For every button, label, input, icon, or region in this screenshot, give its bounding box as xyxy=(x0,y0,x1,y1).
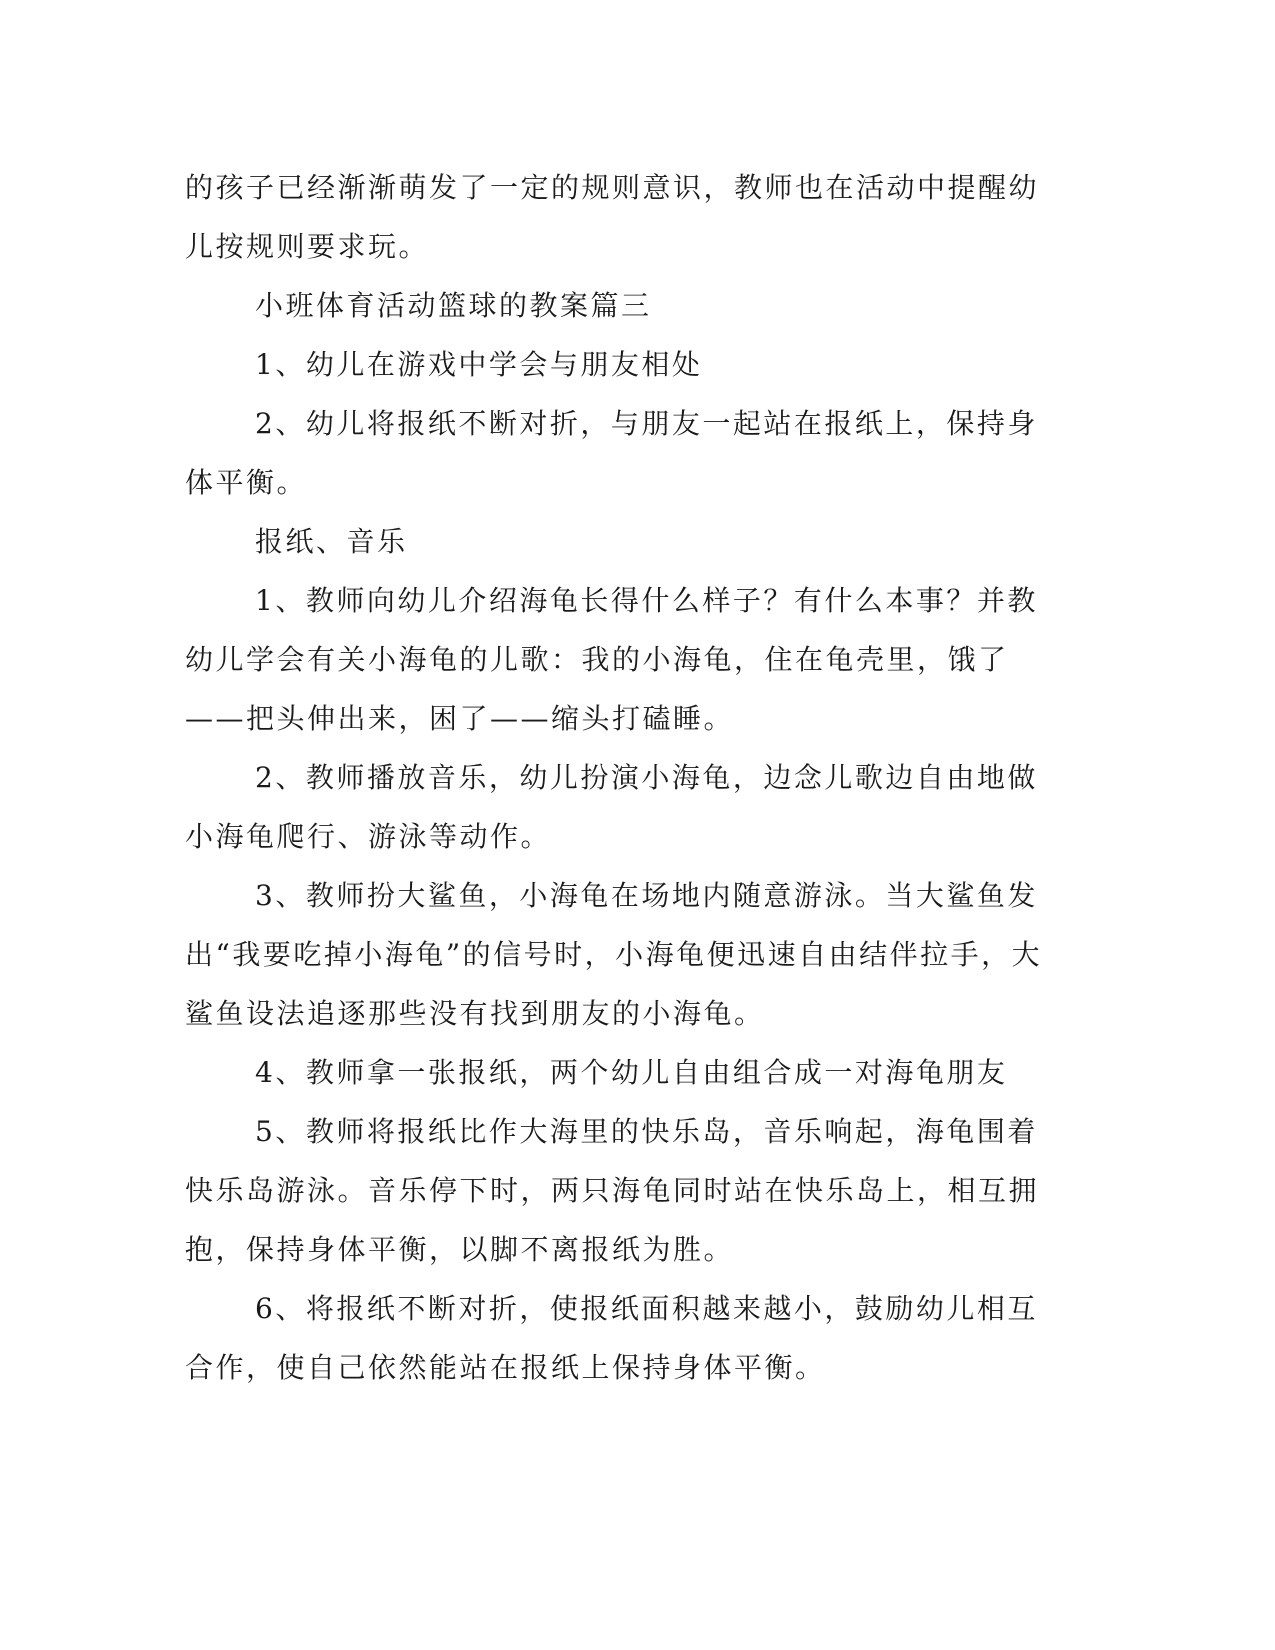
goal-item-2: 2、幼儿将报纸不断对折，与朋友一起站在报纸上，保持身体平衡。 xyxy=(185,407,1038,499)
step-item-5: 5、教师将报纸比作大海里的快乐岛，音乐响起，海龟围着快乐岛游泳。音乐停下时，两只海龟同时站在快乐岛上，相互拥抱，保持身体平衡，以脚不离报纸为胜。 xyxy=(185,1115,1040,1266)
step-item-1: 1、教师向幼儿介绍海龟长得什么样子？有什么本事？并教幼儿学会有关小海龟的儿歌：我的小海龟，住在龟壳里，饿了——把头伸出来，困了——缩头打磕睡。 xyxy=(185,584,1038,735)
step-item-4: 4、教师拿一张报纸，两个幼儿自由组合成一对海龟朋友 xyxy=(255,1056,1008,1089)
step-item-2: 2、教师播放音乐，幼儿扮演小海龟，边念儿歌边自由地做小海龟爬行、游泳等动作。 xyxy=(185,761,1038,853)
paragraph-continuation: 的孩子已经渐渐萌发了一定的规则意识，教师也在活动中提醒幼儿按规则要求玩。 xyxy=(185,171,1040,263)
step-item-3: 3、教师扮大鲨鱼，小海龟在场地内随意游泳。当大鲨鱼发出“我要吃掉小海龟”的信号时，小海龟便迅速自由结伴拉手，大鲨鱼设法追逐那些没有找到朋友的小海龟。 xyxy=(185,879,1043,1030)
step-item-6: 6、将报纸不断对折，使报纸面积越来越小，鼓励幼儿相互合作，使自己依然能站在报纸上保持身体平衡。 xyxy=(185,1292,1038,1384)
goal-item-1: 1、幼儿在游戏中学会与朋友相处 xyxy=(255,348,703,381)
document-body xyxy=(185,158,1045,1397)
materials-paragraph: 报纸、音乐 xyxy=(255,525,408,558)
section-heading: 小班体育活动篮球的教案篇三 xyxy=(255,289,652,322)
